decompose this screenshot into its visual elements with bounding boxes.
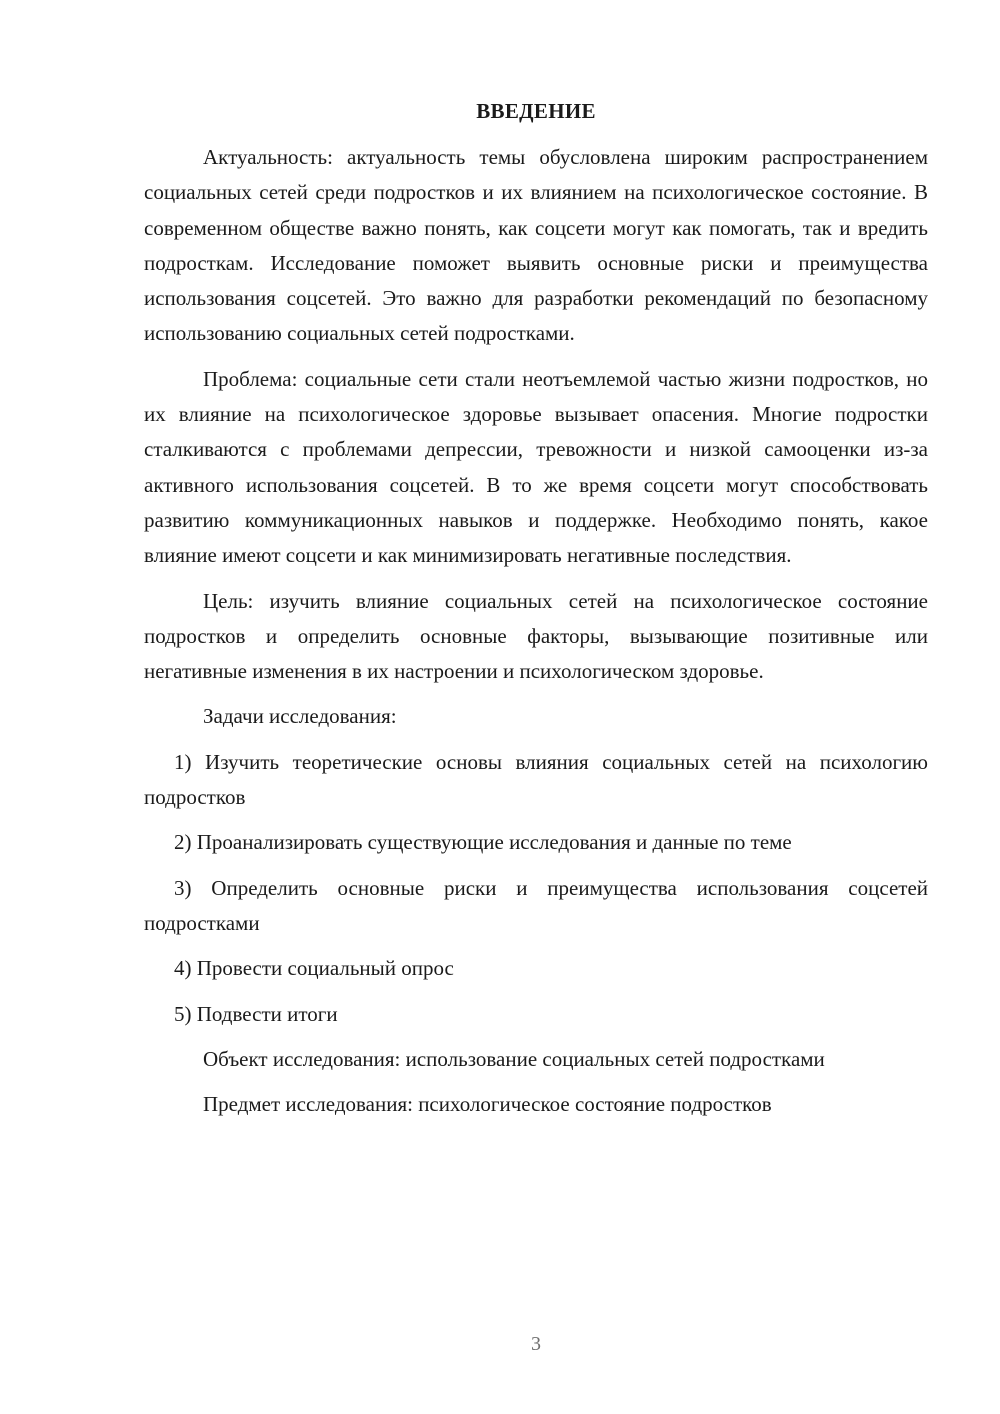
paragraph-problem: Проблема: социальные сети стали неотъемлемой частью жизни подростков, но их влияние на психологическое здоровье вызывает опасения. Многие подростки сталкиваются с проблемами депрессии, тревожности и низкой самооценки из-за активного использования соцсетей. В то же время соцсети могут способствовать развитию коммуникационных навыков и поддержке. Необходимо понять, какое влияние имеют соцсети и как минимизировать негативные последствия. <box>144 366 928 568</box>
page-title: ВВЕДЕНИЕ <box>476 99 596 123</box>
tasks-heading: Задачи исследования: <box>203 704 397 729</box>
task-item-2: 2) Проанализировать существующие исследования и данные по теме <box>174 830 792 855</box>
paragraph-object: Объект исследования: использование социальных сетей подростками <box>203 1046 825 1071</box>
task-item-5: 5) Подвести итоги <box>174 1001 338 1026</box>
page-content <box>144 94 928 1132</box>
paragraph-subject: Предмет исследования: психологическое состояние подростков <box>203 1092 772 1117</box>
paragraph-relevance: Актуальность: актуальность темы обусловлена широким распространением социальных сетей среди подростков и их влиянием на психологическое состояние. В современном обществе важно понять, как соцсети могут как помогать, так и вредить подросткам. Исследование поможет выявить основные риски и преимущества использования соцсетей. Это важно для разработки рекомендаций по безопасному использованию социальных сетей подростками. <box>144 145 928 346</box>
page-number: 3 <box>531 1333 541 1355</box>
paragraph-goal: Цель: изучить влияние социальных сетей на психологическое состояние подростков и определить основные факторы, вызывающие позитивные или негативные изменения в их настроении и психологическом здоровье. <box>144 588 928 684</box>
task-item-1: 1) Изучить теоретические основы влияния социальных сетей на психологию подростков <box>144 749 928 810</box>
task-item-4: 4) Провести социальный опрос <box>174 956 454 981</box>
task-item-3: 3) Определить основные риски и преимущества использования соцсетей подростками <box>144 875 928 935</box>
